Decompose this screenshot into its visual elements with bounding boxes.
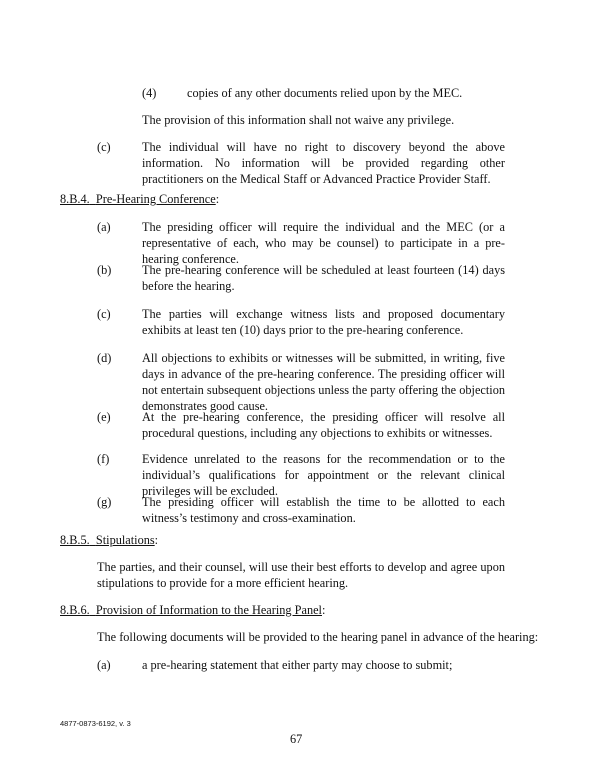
section-title: Stipulations bbox=[95, 533, 155, 547]
list-item-number: (g) bbox=[97, 495, 112, 509]
list-item-text: All objections to exhibits or witnesses will be submitted, in writing, five days in advance of the pre-hearing conference. The presiding officer will not entertain subsequent objections unless the party offering the objection demonstrates good cause. bbox=[142, 351, 505, 413]
page-number: 67 bbox=[290, 732, 303, 746]
item-c-text: The individual will have no right to discovery beyond the above information. No information will be provided regarding other practitioners on the Medical Staff or Advanced Practice Provider Staff. bbox=[142, 140, 505, 186]
section-heading-8b4: 8.B.4. Pre-Hearing Conference: bbox=[60, 192, 220, 206]
item-4-text: copies of any other documents relied upon by the MEC. bbox=[187, 86, 463, 100]
list-item-text: The presiding officer will require the individual and the MEC (or a representative of each, who may be counsel) to participate in a pre-hearing conference. bbox=[142, 220, 505, 266]
list-item-text: The parties will exchange witness lists and proposed documentary exhibits at least ten (10) days prior to the pre-hearing conference. bbox=[142, 307, 505, 337]
section-heading-8b5: 8.B.5. Stipulations: bbox=[60, 533, 159, 547]
list-item-text: The pre-hearing conference will be scheduled at least fourteen (14) days before the hearing. bbox=[142, 263, 505, 293]
list-item-number: (a) bbox=[97, 220, 111, 234]
section-title: Provision of Information to the Hearing Panel bbox=[95, 603, 322, 617]
section-number: 8.B.4. bbox=[60, 192, 90, 206]
item-a-text: a pre-hearing statement that either party may choose to submit; bbox=[142, 658, 453, 672]
list-item-text: Evidence unrelated to the reasons for the recommendation or to the individual’s qualifications for appointment or the relevant clinical privileges will be excluded. bbox=[142, 452, 505, 498]
section-number: 8.B.5. bbox=[60, 533, 90, 547]
provision-sentence: The provision of this information shall not waive any privilege. bbox=[142, 113, 455, 127]
section-number: 8.B.6. bbox=[60, 603, 90, 617]
hearing-panel-intro: The following documents will be provided to the hearing panel in advance of the hearing: bbox=[97, 630, 539, 644]
list-item-number: (f) bbox=[97, 452, 110, 466]
item-a-number: (a) bbox=[97, 658, 111, 672]
list-item-text: At the pre-hearing conference, the presiding officer will resolve all procedural questions, including any objections to exhibits or witnesses. bbox=[142, 410, 505, 440]
item-4-number: (4) bbox=[142, 86, 157, 100]
list-item-number: (b) bbox=[97, 263, 112, 277]
list-item-text: The presiding officer will establish the time to be allotted to each witness’s testimony and cross-examination. bbox=[142, 495, 505, 525]
section-title: Pre-Hearing Conference bbox=[95, 192, 216, 206]
list-item-number: (e) bbox=[97, 410, 111, 424]
item-c-number: (c) bbox=[97, 140, 111, 154]
list-item-number: (d) bbox=[97, 351, 112, 365]
section-heading-8b6: 8.B.6. Provision of Information to the Hearing Panel: bbox=[60, 603, 326, 617]
list-item-number: (c) bbox=[97, 307, 111, 321]
stipulations-text: The parties, and their counsel, will use their best efforts to develop and agree upon stipulations to provide for a more efficient hearing. bbox=[97, 560, 505, 590]
document-id: 4877-0873-6192, v. 3 bbox=[60, 719, 131, 728]
